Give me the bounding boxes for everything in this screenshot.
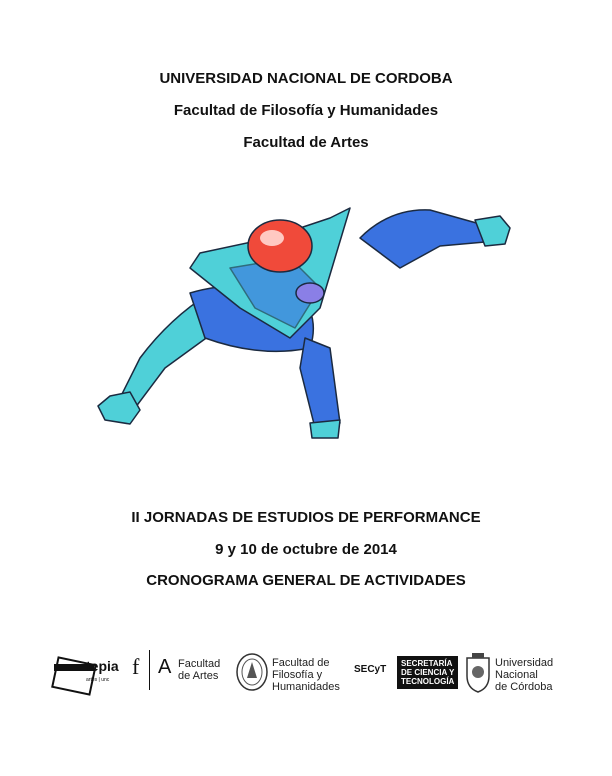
event-title: II JORNADAS DE ESTUDIOS DE PERFORMANCE <box>131 509 481 526</box>
secret-line1: SECRETARÍA <box>401 659 453 668</box>
superhero-illustration <box>90 198 520 448</box>
ffyh-line2: Filosofía y <box>272 669 323 681</box>
unc-logo-text <box>495 657 553 693</box>
unc-line1: Universidad <box>495 657 554 669</box>
ffyh-logo-text <box>272 657 340 693</box>
ffyh-f-logo: f <box>132 654 140 679</box>
tepia-wordmark: tepia <box>86 658 119 674</box>
secretaria-logo <box>397 656 458 689</box>
unc-seal-icon <box>463 652 493 694</box>
secyt-logo: SECyT <box>354 664 387 675</box>
tepia-logo <box>54 650 124 692</box>
artes-line1: Facultad <box>178 658 221 670</box>
unc-line2: Nacional <box>495 669 538 681</box>
faculty-philosophy-title: Facultad de Filosofía y Humanidades <box>173 102 439 119</box>
event-dates: 9 y 10 de octubre de 2014 <box>215 541 397 558</box>
sponsor-logos <box>50 644 570 700</box>
secret-line2: DE CIENCIA Y <box>401 668 455 677</box>
ffyh-line3: Humanidades <box>272 681 340 693</box>
ffyh-seal-icon <box>235 652 269 692</box>
artes-logo-text <box>178 658 220 682</box>
faculty-arts-title: Facultad de Artes <box>243 134 369 151</box>
university-title: UNIVERSIDAD NACIONAL DE CORDOBA <box>159 70 453 87</box>
artes-line2: de Artes <box>178 670 219 682</box>
tepia-subtext: artes | unc <box>86 677 110 683</box>
ffyh-line1: Facultad de <box>272 657 330 669</box>
artes-a-icon: A <box>158 656 172 678</box>
event-subtitle: CRONOGRAMA GENERAL DE ACTIVIDADES <box>146 572 466 589</box>
secret-line3: TECNOLOGÍA <box>401 677 455 686</box>
unc-line3: de Córdoba <box>495 681 553 693</box>
logo-divider <box>149 650 150 690</box>
